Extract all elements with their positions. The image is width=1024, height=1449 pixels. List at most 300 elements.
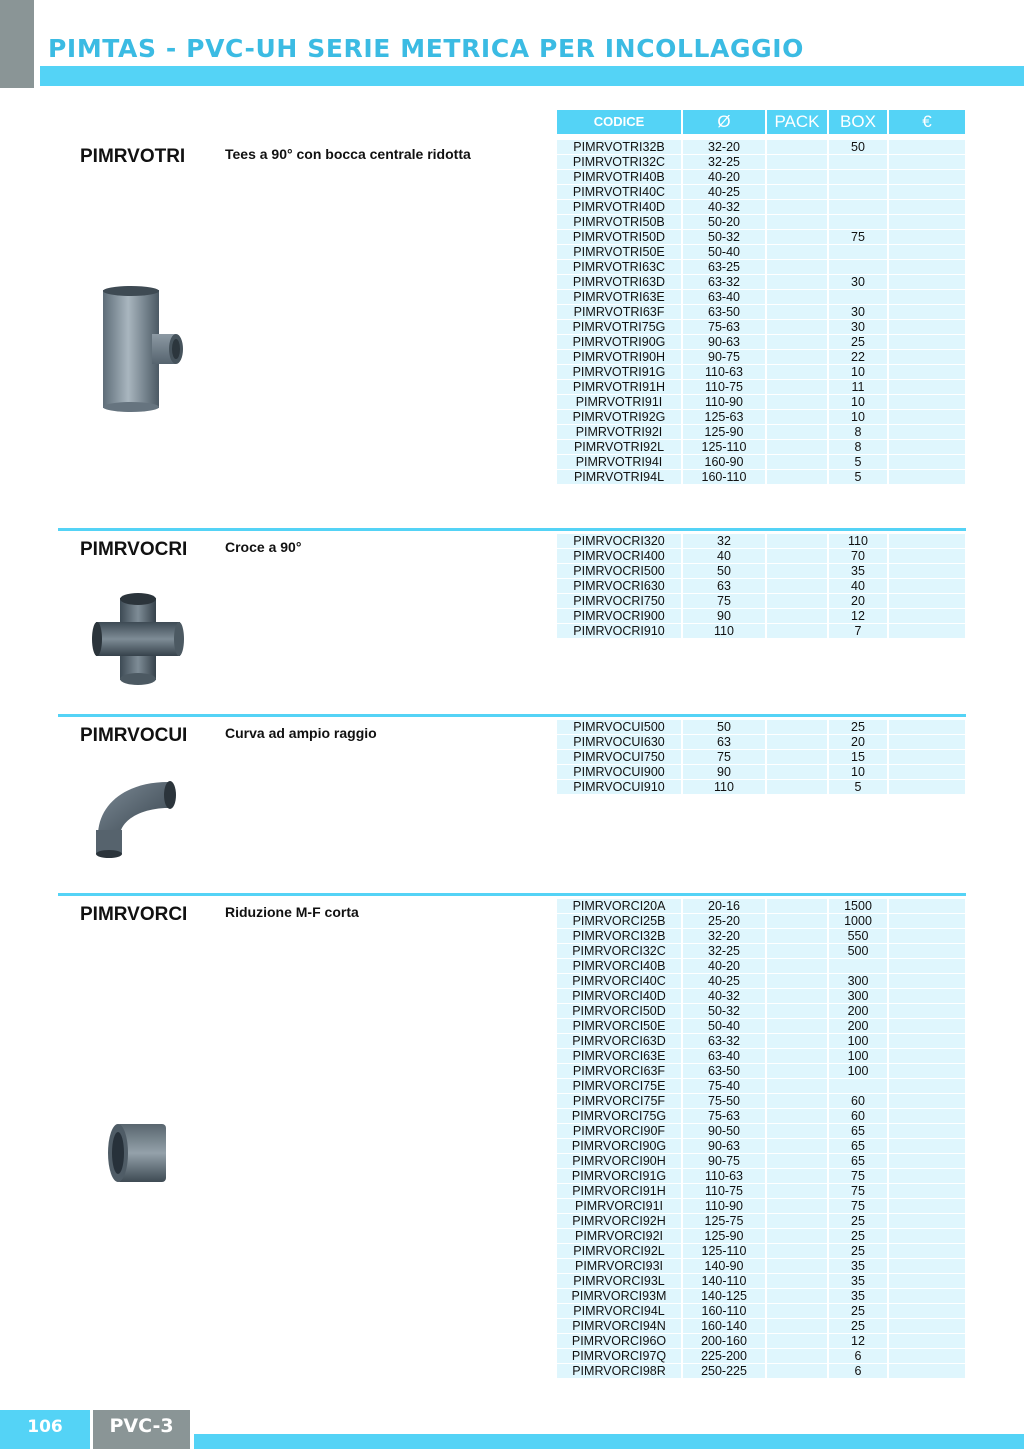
- cell-price: [889, 395, 965, 410]
- table-row: [557, 215, 965, 230]
- cell-price: [889, 320, 965, 335]
- cell-diameter: 63-50: [683, 1064, 765, 1079]
- cell-box: 60: [829, 1109, 887, 1124]
- cell-price: [889, 290, 965, 305]
- table-row: [557, 1004, 965, 1019]
- table-row: [557, 275, 965, 290]
- cell-box: 10: [829, 395, 887, 410]
- cell-pack: [767, 594, 827, 609]
- product-code: PIMRVORCI: [80, 904, 188, 925]
- table-row: [557, 624, 965, 639]
- cell-price: [889, 1049, 965, 1064]
- header-side-bar: [0, 0, 34, 88]
- cell-codice: PIMRVOCUI910: [557, 780, 681, 795]
- cell-price: [889, 974, 965, 989]
- table-row: [557, 899, 965, 914]
- cell-codice: PIMRVOCUI750: [557, 750, 681, 765]
- cell-diameter: 50: [683, 564, 765, 579]
- cell-box: 75: [829, 1184, 887, 1199]
- cell-codice: PIMRVORCI93M: [557, 1289, 681, 1304]
- table-row: [557, 335, 965, 350]
- cell-price: [889, 1334, 965, 1349]
- cell-diameter: 40-25: [683, 974, 765, 989]
- cell-pack: [767, 1064, 827, 1079]
- cell-codice: PIMRVOCUI630: [557, 735, 681, 750]
- cell-price: [889, 765, 965, 780]
- cell-diameter: 110-90: [683, 1199, 765, 1214]
- cell-pack: [767, 1034, 827, 1049]
- product-table: [557, 899, 965, 1379]
- cell-box: [829, 215, 887, 230]
- cell-codice: PIMRVORCI91I: [557, 1199, 681, 1214]
- cell-diameter: 32-20: [683, 140, 765, 155]
- cell-diameter: 32: [683, 534, 765, 549]
- cell-price: [889, 564, 965, 579]
- cell-pack: [767, 1319, 827, 1334]
- cell-pack: [767, 185, 827, 200]
- cell-diameter: 90-75: [683, 350, 765, 365]
- table-row: [557, 1364, 965, 1379]
- cell-box: 25: [829, 1319, 887, 1334]
- cell-pack: [767, 974, 827, 989]
- product-description: Tees a 90° con bocca centrale ridotta: [225, 146, 471, 162]
- cell-box: [829, 260, 887, 275]
- cell-box: 20: [829, 735, 887, 750]
- cell-box: 6: [829, 1349, 887, 1364]
- cell-box: 200: [829, 1019, 887, 1034]
- cell-codice: PIMRVOCRI400: [557, 549, 681, 564]
- cell-price: [889, 609, 965, 624]
- cell-pack: [767, 335, 827, 350]
- table-row: [557, 609, 965, 624]
- cell-box: 8: [829, 440, 887, 455]
- cell-box: 35: [829, 1274, 887, 1289]
- cell-diameter: 50-40: [683, 245, 765, 260]
- cell-pack: [767, 624, 827, 639]
- cell-price: [889, 1229, 965, 1244]
- table-row: [557, 350, 965, 365]
- table-row: [557, 1334, 965, 1349]
- cell-diameter: 110: [683, 624, 765, 639]
- cell-diameter: 63-50: [683, 305, 765, 320]
- cell-price: [889, 230, 965, 245]
- table-row: [557, 140, 965, 155]
- cell-box: 7: [829, 624, 887, 639]
- cell-price: [889, 410, 965, 425]
- cell-codice: PIMRVORCI97Q: [557, 1349, 681, 1364]
- table-row: [557, 1049, 965, 1064]
- cell-codice: PIMRVORCI50E: [557, 1019, 681, 1034]
- cell-box: 10: [829, 410, 887, 425]
- cell-codice: PIMRVOTRI91G: [557, 365, 681, 380]
- cell-price: [889, 1184, 965, 1199]
- table-row: [557, 1349, 965, 1364]
- cell-diameter: 90-63: [683, 1139, 765, 1154]
- cell-pack: [767, 750, 827, 765]
- cell-pack: [767, 914, 827, 929]
- table-row: [557, 534, 965, 549]
- cell-diameter: 140-125: [683, 1289, 765, 1304]
- cell-price: [889, 989, 965, 1004]
- cell-codice: PIMRVOTRI92L: [557, 440, 681, 455]
- cell-box: 1000: [829, 914, 887, 929]
- table-row: [557, 1169, 965, 1184]
- column-header-pack: PACK: [767, 110, 827, 134]
- cell-diameter: 75: [683, 750, 765, 765]
- cell-pack: [767, 1004, 827, 1019]
- column-header-codice: CODICE: [557, 110, 681, 134]
- cell-box: 550: [829, 929, 887, 944]
- cell-price: [889, 350, 965, 365]
- cell-pack: [767, 1229, 827, 1244]
- cell-codice: PIMRVORCI93I: [557, 1259, 681, 1274]
- cell-box: 100: [829, 1034, 887, 1049]
- cell-price: [889, 959, 965, 974]
- cell-codice: PIMRVORCI63E: [557, 1049, 681, 1064]
- table-row: [557, 1244, 965, 1259]
- table-row: [557, 410, 965, 425]
- page-title: PIMTAS - PVC-UH SERIE METRICA PER INCOLLAGGIO: [48, 34, 805, 63]
- cell-price: [889, 335, 965, 350]
- cell-codice: PIMRVORCI75G: [557, 1109, 681, 1124]
- cell-codice: PIMRVOTRI50B: [557, 215, 681, 230]
- cross-fitting-icon: [90, 592, 186, 686]
- cell-codice: PIMRVORCI90F: [557, 1124, 681, 1139]
- cell-pack: [767, 140, 827, 155]
- table-row: [557, 1109, 965, 1124]
- cell-codice: PIMRVOTRI40C: [557, 185, 681, 200]
- cell-diameter: 110-63: [683, 365, 765, 380]
- section-divider: [58, 714, 966, 717]
- table-row: [557, 765, 965, 780]
- cell-codice: PIMRVORCI32C: [557, 944, 681, 959]
- cell-diameter: 40-20: [683, 959, 765, 974]
- cell-codice: PIMRVORCI32B: [557, 929, 681, 944]
- cell-diameter: 110-75: [683, 1184, 765, 1199]
- cell-codice: PIMRVORCI91H: [557, 1184, 681, 1199]
- cell-price: [889, 594, 965, 609]
- cell-pack: [767, 989, 827, 1004]
- cell-price: [889, 735, 965, 750]
- cell-codice: PIMRVOTRI75G: [557, 320, 681, 335]
- cell-box: 75: [829, 1199, 887, 1214]
- table-row: [557, 1274, 965, 1289]
- cell-price: [889, 914, 965, 929]
- cell-price: [889, 1154, 965, 1169]
- cell-diameter: 250-225: [683, 1364, 765, 1379]
- cell-box: 12: [829, 1334, 887, 1349]
- table-row: [557, 579, 965, 594]
- tee-fitting-icon: [96, 284, 192, 414]
- cell-box: 11: [829, 380, 887, 395]
- table-row: [557, 1214, 965, 1229]
- table-row: [557, 260, 965, 275]
- table-row: [557, 1064, 965, 1079]
- cell-codice: PIMRVORCI92I: [557, 1229, 681, 1244]
- cell-price: [889, 899, 965, 914]
- cell-price: [889, 624, 965, 639]
- table-row: [557, 1229, 965, 1244]
- cell-price: [889, 579, 965, 594]
- cell-box: [829, 290, 887, 305]
- cell-price: [889, 380, 965, 395]
- cell-codice: PIMRVORCI40C: [557, 974, 681, 989]
- cell-diameter: 50: [683, 720, 765, 735]
- cell-diameter: 90-50: [683, 1124, 765, 1139]
- cell-codice: PIMRVOTRI40D: [557, 200, 681, 215]
- cell-pack: [767, 1124, 827, 1139]
- cell-price: [889, 260, 965, 275]
- cell-box: 5: [829, 470, 887, 485]
- cell-pack: [767, 260, 827, 275]
- table-row: [557, 290, 965, 305]
- cell-pack: [767, 215, 827, 230]
- product-table: [557, 140, 965, 485]
- cell-diameter: 63-25: [683, 260, 765, 275]
- cell-price: [889, 1289, 965, 1304]
- table-row: [557, 305, 965, 320]
- table-row: [557, 750, 965, 765]
- cell-box: 6: [829, 1364, 887, 1379]
- cell-diameter: 125-110: [683, 440, 765, 455]
- cell-pack: [767, 350, 827, 365]
- table-row: [557, 185, 965, 200]
- cell-box: 10: [829, 765, 887, 780]
- cell-codice: PIMRVOTRI94I: [557, 455, 681, 470]
- cell-codice: PIMRVORCI96O: [557, 1334, 681, 1349]
- cell-diameter: 140-110: [683, 1274, 765, 1289]
- cell-price: [889, 1304, 965, 1319]
- product-code: PIMRVOCRI: [80, 539, 188, 560]
- cell-diameter: 75-40: [683, 1079, 765, 1094]
- cell-diameter: 32-25: [683, 155, 765, 170]
- cell-pack: [767, 1349, 827, 1364]
- cell-pack: [767, 1364, 827, 1379]
- cell-price: [889, 440, 965, 455]
- table-row: [557, 944, 965, 959]
- cell-box: 300: [829, 989, 887, 1004]
- cell-price: [889, 1109, 965, 1124]
- cell-price: [889, 1064, 965, 1079]
- cell-codice: PIMRVORCI63F: [557, 1064, 681, 1079]
- cell-price: [889, 1034, 965, 1049]
- cell-box: 30: [829, 275, 887, 290]
- cell-pack: [767, 320, 827, 335]
- cell-pack: [767, 230, 827, 245]
- cell-price: [889, 455, 965, 470]
- cell-diameter: 200-160: [683, 1334, 765, 1349]
- cell-codice: PIMRVORCI40B: [557, 959, 681, 974]
- cell-pack: [767, 534, 827, 549]
- cell-diameter: 90: [683, 609, 765, 624]
- cell-diameter: 110-63: [683, 1169, 765, 1184]
- cell-price: [889, 185, 965, 200]
- cell-price: [889, 1004, 965, 1019]
- cell-diameter: 110: [683, 780, 765, 795]
- cell-box: 35: [829, 1259, 887, 1274]
- cell-codice: PIMRVORCI93L: [557, 1274, 681, 1289]
- cell-pack: [767, 305, 827, 320]
- cell-codice: PIMRVOCRI320: [557, 534, 681, 549]
- cell-pack: [767, 899, 827, 914]
- cell-pack: [767, 470, 827, 485]
- cell-price: [889, 1139, 965, 1154]
- cell-codice: PIMRVOTRI32C: [557, 155, 681, 170]
- cell-codice: PIMRVORCI94N: [557, 1319, 681, 1334]
- cell-codice: PIMRVOTRI32B: [557, 140, 681, 155]
- cell-box: 50: [829, 140, 887, 155]
- cell-price: [889, 1079, 965, 1094]
- cell-pack: [767, 1304, 827, 1319]
- cell-pack: [767, 929, 827, 944]
- cell-price: [889, 1124, 965, 1139]
- cell-box: 10: [829, 365, 887, 380]
- product-code: PIMRVOTRI: [80, 146, 186, 167]
- cell-pack: [767, 1079, 827, 1094]
- cell-box: 65: [829, 1124, 887, 1139]
- cell-box: [829, 185, 887, 200]
- table-row: [557, 440, 965, 455]
- cell-codice: PIMRVORCI40D: [557, 989, 681, 1004]
- cell-box: 25: [829, 1244, 887, 1259]
- cell-codice: PIMRVOTRI90G: [557, 335, 681, 350]
- cell-pack: [767, 735, 827, 750]
- cell-diameter: 125-63: [683, 410, 765, 425]
- table-row: [557, 735, 965, 750]
- cell-price: [889, 1094, 965, 1109]
- cell-box: 100: [829, 1064, 887, 1079]
- cell-price: [889, 1169, 965, 1184]
- cell-pack: [767, 720, 827, 735]
- cell-codice: PIMRVOTRI50E: [557, 245, 681, 260]
- cell-diameter: 40-20: [683, 170, 765, 185]
- section-divider: [58, 528, 966, 531]
- cell-diameter: 140-90: [683, 1259, 765, 1274]
- table-row: [557, 1079, 965, 1094]
- cell-box: 25: [829, 720, 887, 735]
- cell-box: 5: [829, 780, 887, 795]
- cell-diameter: 75-63: [683, 320, 765, 335]
- cell-box: 75: [829, 1169, 887, 1184]
- cell-codice: PIMRVOTRI63C: [557, 260, 681, 275]
- cell-pack: [767, 780, 827, 795]
- cell-price: [889, 1214, 965, 1229]
- cell-codice: PIMRVOCUI500: [557, 720, 681, 735]
- cell-diameter: 20-16: [683, 899, 765, 914]
- cell-diameter: 125-110: [683, 1244, 765, 1259]
- cell-codice: PIMRVOTRI63E: [557, 290, 681, 305]
- cell-codice: PIMRVOTRI63D: [557, 275, 681, 290]
- table-row: [557, 455, 965, 470]
- table-row: [557, 1259, 965, 1274]
- cell-box: 15: [829, 750, 887, 765]
- cell-codice: PIMRVORCI75E: [557, 1079, 681, 1094]
- cell-box: 25: [829, 1229, 887, 1244]
- cell-box: 25: [829, 335, 887, 350]
- cell-box: 60: [829, 1094, 887, 1109]
- cell-pack: [767, 200, 827, 215]
- cell-diameter: 40-32: [683, 200, 765, 215]
- cell-codice: PIMRVORCI90G: [557, 1139, 681, 1154]
- header-band: [40, 66, 1024, 86]
- table-row: [557, 594, 965, 609]
- cell-pack: [767, 1289, 827, 1304]
- cell-price: [889, 1199, 965, 1214]
- table-row: [557, 959, 965, 974]
- cell-codice: PIMRVOTRI50D: [557, 230, 681, 245]
- cell-diameter: 25-20: [683, 914, 765, 929]
- reducer-fitting-icon: [104, 1118, 172, 1188]
- cell-pack: [767, 1109, 827, 1124]
- cell-box: 30: [829, 320, 887, 335]
- cell-codice: PIMRVOTRI92G: [557, 410, 681, 425]
- cell-codice: PIMRVORCI91G: [557, 1169, 681, 1184]
- table-row: [557, 200, 965, 215]
- table-row: [557, 230, 965, 245]
- cell-box: 110: [829, 534, 887, 549]
- cell-box: 35: [829, 564, 887, 579]
- cell-price: [889, 720, 965, 735]
- cell-codice: PIMRVOCRI900: [557, 609, 681, 624]
- cell-pack: [767, 1274, 827, 1289]
- table-row: [557, 155, 965, 170]
- cell-codice: PIMRVOCRI630: [557, 579, 681, 594]
- cell-pack: [767, 380, 827, 395]
- table-row: [557, 170, 965, 185]
- cell-price: [889, 1319, 965, 1334]
- cell-codice: PIMRVOTRI94L: [557, 470, 681, 485]
- cell-price: [889, 425, 965, 440]
- cell-price: [889, 549, 965, 564]
- table-row: [557, 470, 965, 485]
- column-header-box: BOX: [829, 110, 887, 134]
- cell-box: 8: [829, 425, 887, 440]
- cell-diameter: 110-75: [683, 380, 765, 395]
- table-row: [557, 1289, 965, 1304]
- column-header-price: €: [889, 110, 965, 134]
- cell-codice: PIMRVOTRI92I: [557, 425, 681, 440]
- cell-codice: PIMRVOTRI91H: [557, 380, 681, 395]
- cell-price: [889, 1349, 965, 1364]
- cell-diameter: 40-32: [683, 989, 765, 1004]
- cell-box: 25: [829, 1214, 887, 1229]
- cell-pack: [767, 959, 827, 974]
- cell-price: [889, 470, 965, 485]
- cell-pack: [767, 564, 827, 579]
- table-row: [557, 1124, 965, 1139]
- cell-pack: [767, 410, 827, 425]
- cell-diameter: 90-63: [683, 335, 765, 350]
- cell-box: 100: [829, 1049, 887, 1064]
- cell-pack: [767, 1094, 827, 1109]
- cell-codice: PIMRVOCRI910: [557, 624, 681, 639]
- cell-box: [829, 245, 887, 260]
- product-description: Riduzione M-F corta: [225, 904, 359, 920]
- cell-pack: [767, 1139, 827, 1154]
- cell-box: 40: [829, 579, 887, 594]
- cell-codice: PIMRVORCI90H: [557, 1154, 681, 1169]
- cell-pack: [767, 579, 827, 594]
- cell-diameter: 160-140: [683, 1319, 765, 1334]
- cell-price: [889, 140, 965, 155]
- cell-pack: [767, 440, 827, 455]
- cell-box: 65: [829, 1154, 887, 1169]
- cell-pack: [767, 944, 827, 959]
- cell-pack: [767, 1244, 827, 1259]
- cell-box: [829, 959, 887, 974]
- cell-pack: [767, 455, 827, 470]
- cell-codice: PIMRVOTRI40B: [557, 170, 681, 185]
